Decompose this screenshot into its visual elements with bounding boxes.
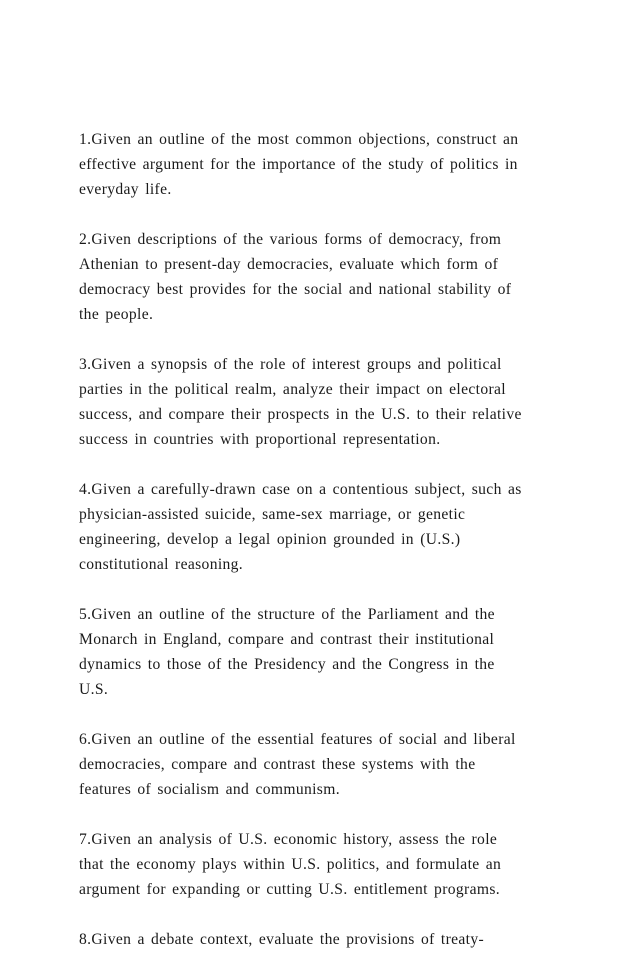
text-line: success in countries with proportional representation. (79, 431, 441, 448)
text-line: 2.Given descriptions of the various forms of democracy, from (79, 231, 502, 248)
objective-paragraph-2 (79, 227, 569, 327)
objective-paragraph-4 (79, 477, 569, 577)
objective-paragraph-7 (79, 827, 569, 902)
text-line: that the economy plays within U.S. politics, and formulate an (79, 856, 502, 873)
text-line: the people. (79, 306, 154, 323)
text-line: 7.Given an analysis of U.S. economic history, assess the role (79, 831, 498, 848)
document-body (79, 127, 569, 977)
objective-paragraph-3 (79, 352, 569, 452)
text-line: physician-assisted suicide, same-sex marriage, or genetic (79, 506, 466, 523)
text-line: features of socialism and communism. (79, 781, 340, 798)
text-line: 6.Given an outline of the essential features of social and liberal (79, 731, 516, 748)
text-line: 8.Given a debate context, evaluate the provisions of treaty- (79, 931, 485, 948)
text-line: constitutional reasoning. (79, 556, 244, 573)
text-line: 4.Given a carefully-drawn case on a contentious subject, such as (79, 481, 522, 498)
text-line: engineering, develop a legal opinion grounded in (U.S.) (79, 531, 461, 548)
text-line: Athenian to present-day democracies, evaluate which form of (79, 256, 499, 273)
text-line: democracy best provides for the social and national stability of (79, 281, 512, 298)
objective-paragraph-6 (79, 727, 569, 802)
text-line: success, and compare their prospects in the U.S. to their relative (79, 406, 522, 423)
text-line: effective argument for the importance of the study of politics in (79, 156, 518, 173)
text-line: dynamics to those of the Presidency and the Congress in the (79, 656, 495, 673)
text-line: 5.Given an outline of the structure of the Parliament and the (79, 606, 495, 623)
objective-paragraph-5 (79, 602, 569, 702)
text-line: Monarch in England, compare and contrast their institutional (79, 631, 495, 648)
objective-paragraph-1 (79, 127, 569, 202)
text-line: everyday life. (79, 181, 172, 198)
text-line: argument for expanding or cutting U.S. entitlement programs. (79, 881, 501, 898)
text-line: U.S. (79, 681, 109, 698)
text-line: 3.Given a synopsis of the role of interest groups and political (79, 356, 502, 373)
objective-paragraph-8 (79, 927, 569, 952)
text-line: parties in the political realm, analyze their impact on electoral (79, 381, 506, 398)
text-line: 1.Given an outline of the most common objections, construct an (79, 131, 519, 148)
text-line: democracies, compare and contrast these systems with the (79, 756, 476, 773)
